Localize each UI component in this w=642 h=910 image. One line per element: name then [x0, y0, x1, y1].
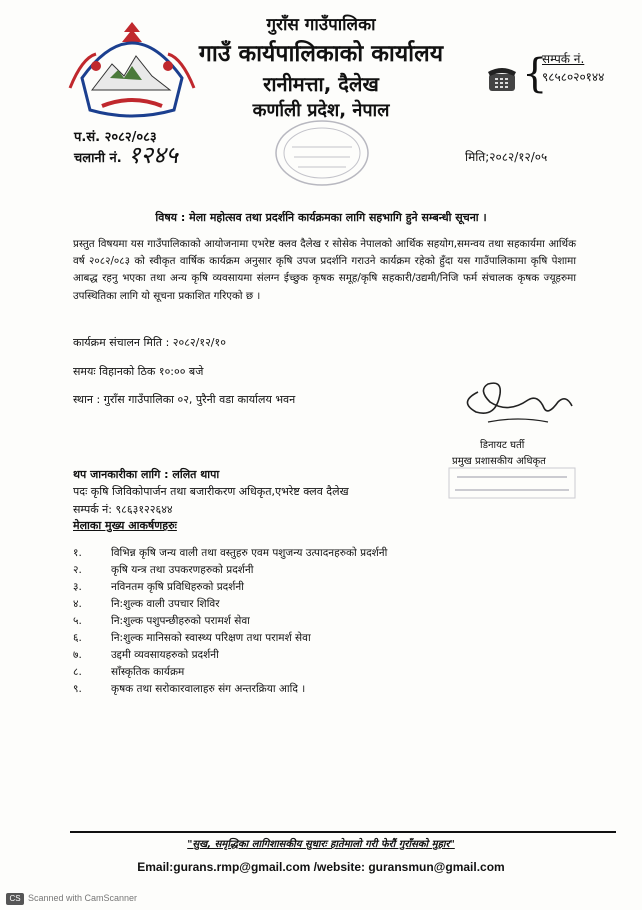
signature — [448, 372, 588, 432]
attractions-heading: मेलाका मुख्य आकर्षणहरुः — [73, 519, 177, 532]
reference-number: प.सं. २०८२/०८३ — [74, 130, 157, 145]
footer-motto: "सुख, समृद्धिका लागिशासकीय सुधारः हातेमालो गरी फेरौं गुराँसको मुहार" — [187, 839, 455, 850]
signatory-title: प्रमुख प्रशासकीय अधिकृत — [452, 456, 546, 467]
telephone-icon — [486, 62, 518, 94]
letter-page: गुराँस गाउँपालिका गाउँ कार्यपालिकाको कार्यालय रानीमत्ता, दैलेख कर्णाली प्रदेश, नेपाल { सम्पर्क नं. ९८५८०२०१४४ प.सं. २०८२/०८३ चलानी नं. १२४५ मिति;२०८२/१२/०५ विषय : मेला महोत्सव तथा प्रदर्शनि कार्यक्रमका लागि सहभागि हुने सम्बन्धी सूचना । प्रस्तुत विषयमा यस गाउँपालिकाको आयोजनामा एभरेष्ट क्लव दैलेख र सोसेक नेपालको आर्थिक सहयोग,समन्वय तथा सहकार्यमा आर्थिक वर्ष २०८२/०८३ को स्वीकृत वार्षिक कार्यक्रम अनुसार कृषि उपज प्रदर्शनि गराउने कार्यक्रम रहेको हुँदा यस गाउँपालिकामा कृषि पेशामा आबद्ध रहनु भएका तथा अन्य कृषि व्यवसायमा संलग्न ईच्छुक कृषक समूह/कृषि सहकारी/उद्यमी/निजि फर्म संचालक कृषक ज्यूहरुमा उपस्थितिका लागि यो सूचना प्रकाशित गरिएको छ । कार्यक्रम संचालन मिति : २०८२/१२/१० समयः विहानको ठिक १०:०० बजे स्थान : गुराँस गाउँपालिका ०२, पुरैनी वडा कार्यालय भवन डिनायट घर्ती प्रमुख प्रशासकीय अधिकृत थप जानकारीका लागि : ललित थापा पदः कृषि जिविकोपार्जन तथा बजारीकरण अधिकृत,एभरेष्ट क्लव दैलेख सम्पर्क नं: ९८६३१२२६४४ मेलाका मुख्य आकर्षणहरुः १. विभिन्न कृषि जन्य वाली तथा वस्तुहरु एवम पशुजन्य उत्पादनहरुको प्रदर्शनी २. कृषि यन्त्र तथा उपकरणहरुको प्रदर्शनी ३. नविनतम कृषि प्रविधिहरुको प्रदर्शनी ४. नि:शुल्क वाली उपचार शिविर ५. नि:शुल्क पशुपन्छीहरुको परामर्श सेवा ६. नि:शुल्क मानिसको स्वास्थ्य परिक्षण तथा परामर्श सेवा ७. उद्दमी व्यवसायहरुको प्रदर्शनी ८. साँस्कृतिक कार्यक्रम ९. कृषक तथा सरोकारवालाहरु संग अन्तरक्रिया आदि । "सुख, समृद्धिका लागिशासकीय सुधारः हातेमालो गरी फेरौं गुराँसको मुहार" Email:gurans.rmp@gmail.com /website: guransmun@gmail.com CS Scanned with CamScanner — [0, 0, 642, 910]
org-name: गुराँस गाउँपालिका — [266, 15, 376, 35]
dispatch-number: १२४५ — [128, 141, 178, 169]
footer-divider — [70, 831, 616, 833]
office-address: रानीमत्ता, दैलेख — [263, 72, 379, 96]
signatory-name: डिनायट घर्ती — [480, 440, 525, 451]
contact-person-phone: सम्पर्क नं: ९८६३१२२६४४ — [73, 503, 173, 516]
subject-line: विषय : मेला महोत्सव तथा प्रदर्शनि कार्यक्रमका लागि सहभागि हुने सम्बन्धी सूचना । — [155, 211, 487, 224]
contact-person: थप जानकारीका लागि : ललित थापा — [73, 468, 220, 481]
office-name: गाउँ कार्यपालिकाको कार्यालय — [198, 41, 444, 67]
scanner-watermark: Scanned with CamScanner — [28, 893, 138, 903]
letter-date: मिति;२०८२/१२/०५ — [465, 150, 548, 164]
contact-number: ९८५८०२०१४४ — [542, 70, 605, 84]
contact-person-post: पदः कृषि जिविकोपार्जन तथा बजारीकरण अधिकृत,एभरेष्ट क्लव दैलेख — [73, 485, 349, 498]
body-paragraph: प्रस्तुत विषयमा यस गाउँपालिकाको आयोजनामा एभरेष्ट क्लव दैलेख र सोसेक नेपालको आर्थिक सहयोग,समन्वय तथा सहकार्यमा आर्थिक वर्ष २०८२/०८३ को स्वीकृत वार्षिक कार्यक्रम अनुसार कृषि उपज प्रदर्शनि गराउने कार्यक्रम रहेको हुँदा यस गाउँपालिकामा कृषि पेशामा आबद्ध रहनु भएका तथा अन्य कृषि व्यवसायमा संलग्न ईच्छुक कृषक समूह/कृषि सहकारी/उद्यमी/निजि फर्म संचालक कृषक ज्यूहरुमा उपस्थितिका लागि यो सूचना प्रकाशित गरिएको छ । — [73, 238, 576, 302]
contact-label: सम्पर्क नं. — [542, 52, 585, 66]
footer-contact: Email:gurans.rmp@gmail.com /website: guransmun@gmail.com — [137, 860, 505, 874]
camscanner-logo: CS — [6, 893, 24, 905]
program-time: समयः विहानको ठिक १०:०० बजे — [73, 365, 204, 378]
dispatch-label: चलानी नं. — [74, 151, 122, 166]
province-address: कर्णाली प्रदेश, नेपाल — [252, 100, 390, 121]
office-stamp — [272, 117, 372, 189]
signatory-stamp — [447, 466, 577, 500]
program-venue: स्थान : गुराँस गाउँपालिका ०२, पुरैनी वडा कार्यालय भवन — [73, 393, 296, 406]
brace-glyph: { — [522, 51, 548, 97]
program-date: कार्यक्रम संचालन मिति : २०८२/१२/१० — [73, 336, 226, 349]
